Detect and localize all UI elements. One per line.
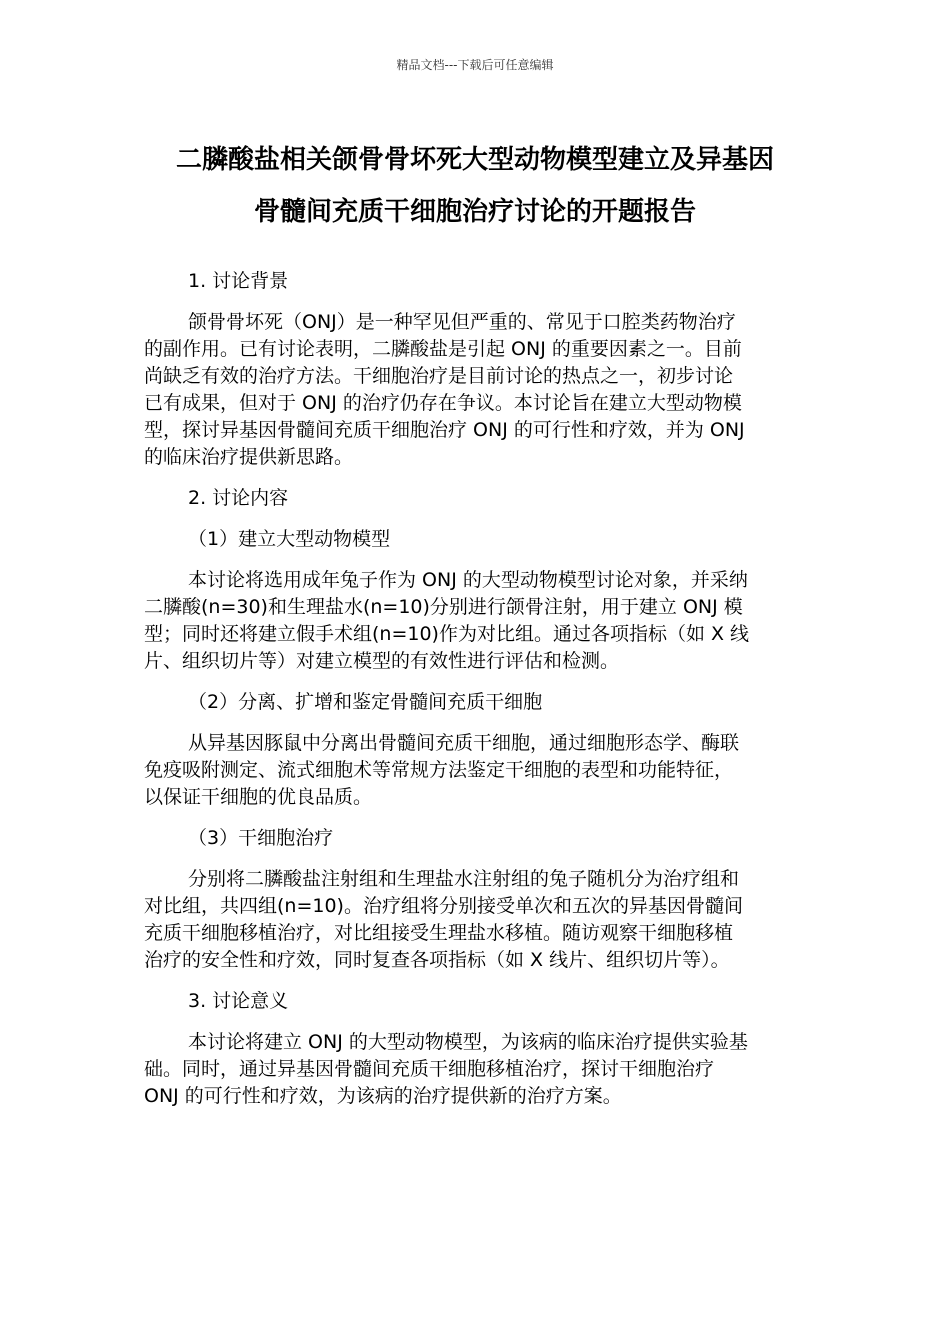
text-line: 本讨论将建立 ONJ 的大型动物模型，为该病的临床治疗提供实验基: [188, 1031, 748, 1053]
text-line: 分别将二膦酸盐注射组和生理盐水注射组的兔子随机分为治疗组和: [188, 868, 740, 890]
subsection-heading-model: （1）建立大型动物模型: [188, 528, 391, 550]
document-body: [144, 268, 810, 1124]
section-heading-content: 2. 讨论内容: [188, 487, 289, 509]
text-line: 颌骨骨坏死（ONJ）是一种罕见但严重的、常见于口腔类药物治疗: [188, 311, 736, 333]
subsection-heading-therapy: （3）干细胞治疗: [188, 827, 334, 849]
text-line: 充质干细胞移植治疗，对比组接受生理盐水移植。随访观察干细胞移植: [144, 922, 734, 944]
text-line: 治疗的安全性和疗效，同时复查各项指标（如 X 线片、组织切片等）。: [144, 949, 730, 971]
text-line: 型，探讨异基因骨髓间充质干细胞治疗 ONJ 的可行性和疗效，并为 ONJ: [144, 419, 745, 441]
text-line: 对比组，共四组(n=10)。治疗组将分别接受单次和五次的异基因骨髓间: [144, 895, 743, 917]
paragraph-background: [144, 309, 810, 471]
text-line: 尚缺乏有效的治疗方法。干细胞治疗是目前讨论的热点之一，初步讨论: [144, 365, 734, 387]
text-line: 本讨论将选用成年兔子作为 ONJ 的大型动物模型讨论对象，并采纳: [188, 569, 748, 591]
document-title: [130, 134, 820, 238]
text-line: 础。同时，通过异基因骨髓间充质干细胞移植治疗，探讨干细胞治疗: [144, 1058, 715, 1080]
header-note: 精品文档---下载后可任意编辑: [396, 58, 554, 72]
text-line: 以保证干细胞的优良品质。: [144, 786, 373, 808]
text-line: 的副作用。已有讨论表明，二膦酸盐是引起 ONJ 的重要因素之一。目前: [144, 338, 742, 360]
text-line: ONJ 的可行性和疗效，为该病的治疗提供新的治疗方案。: [144, 1085, 622, 1107]
paragraph-stem-cells: [144, 730, 810, 811]
text-line: 已有成果，但对于 ONJ 的治疗仍存在争议。本讨论旨在建立大型动物模: [144, 392, 742, 414]
text-line: 从异基因豚鼠中分离出骨髓间充质干细胞，通过细胞形态学、酶联: [188, 732, 740, 754]
text-line: 型；同时还将建立假手术组(n=10)作为对比组。通过各项指标（如 X 线: [144, 623, 750, 645]
text-line: 片、组织切片等）对建立模型的有效性进行评估和检测。: [144, 650, 620, 672]
title-line-2: 骨髓间充质干细胞治疗讨论的开题报告: [253, 197, 696, 227]
title-line-1: 二膦酸盐相关颌骨骨坏死大型动物模型建立及异基因: [175, 145, 774, 175]
section-heading-significance: 3. 讨论意义: [188, 990, 289, 1012]
section-heading-background: 1. 讨论背景: [188, 270, 289, 292]
paragraph-model: [144, 567, 810, 675]
text-line: 免疫吸附测定、流式细胞术等常规方法鉴定干细胞的表型和功能特征，: [144, 759, 734, 781]
paragraph-therapy: [144, 866, 810, 974]
subsection-heading-stem-cells: （2）分离、扩增和鉴定骨髓间充质干细胞: [188, 691, 543, 713]
paragraph-significance: [144, 1029, 810, 1110]
text-line: 二膦酸(n=30)和生理盐水(n=10)分别进行颌骨注射，用于建立 ONJ 模: [144, 596, 743, 618]
text-line: 的临床治疗提供新思路。: [144, 446, 354, 468]
